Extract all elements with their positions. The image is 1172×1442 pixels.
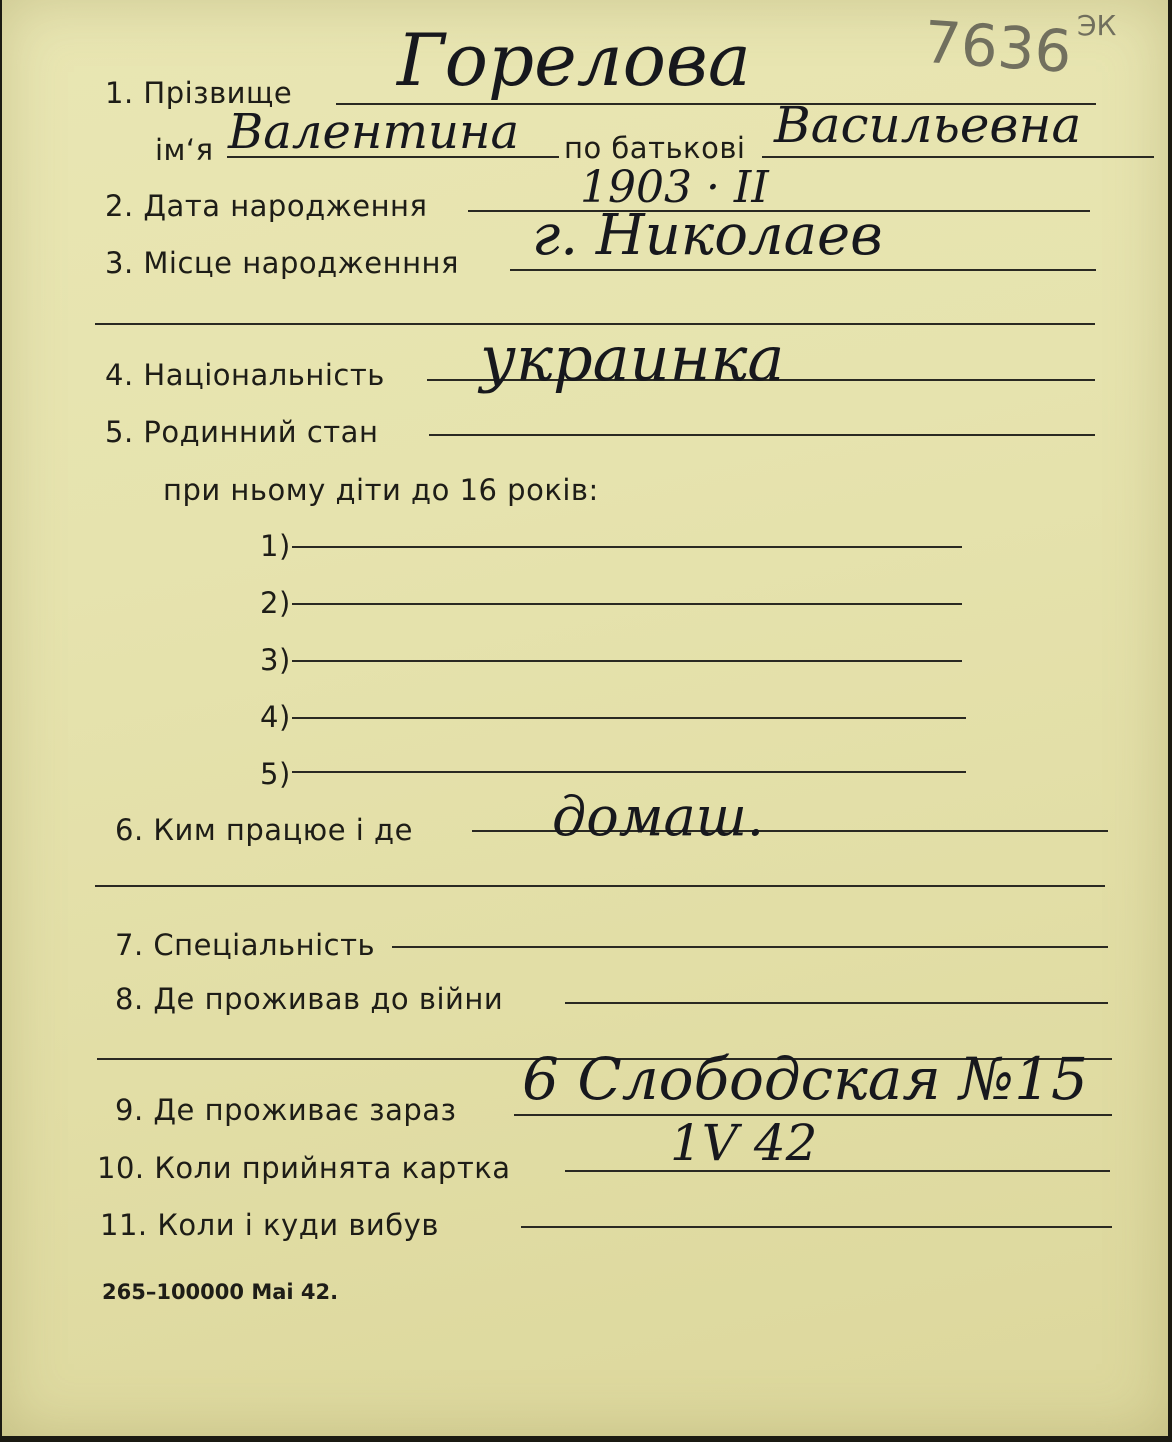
patronymic-value: Васильевна <box>774 96 1082 154</box>
child-number-4: 4) <box>260 700 291 734</box>
family-status-label: 5. Родинний стан <box>105 415 379 449</box>
card-date-value: 1V 42 <box>670 1114 818 1172</box>
child-line-4 <box>292 717 966 719</box>
child-line-5 <box>292 771 966 773</box>
family-status-line <box>429 434 1095 436</box>
surname-value: Горелова <box>397 18 751 102</box>
child-line-1 <box>292 546 962 548</box>
name-value: Валентина <box>228 104 520 160</box>
nationality-value: украинка <box>480 322 785 395</box>
card-date-label: 10. Коли прийнята картка <box>97 1151 511 1185</box>
card-date-line <box>565 1170 1110 1172</box>
current-residence-value: 6 Слободская №15 <box>522 1045 1088 1113</box>
child-number-3: 3) <box>260 643 291 677</box>
child-line-2 <box>292 603 962 605</box>
child-number-2: 2) <box>260 586 291 620</box>
nationality-label: 4. Національність <box>105 358 385 392</box>
child-line-3 <box>292 660 962 662</box>
print-code: 265–100000 Mai 42. <box>102 1280 339 1304</box>
specialty-line <box>392 946 1108 948</box>
work-extra-line <box>95 885 1105 887</box>
birth-date-label: 2. Дата народження <box>105 189 428 223</box>
work-label: 6. Ким працюе і де <box>115 813 413 847</box>
departure-label: 11. Коли і куди вибув <box>100 1208 439 1242</box>
record-suffix: ЭК <box>1077 9 1117 42</box>
current-residence-label: 9. Де проживає зараз <box>115 1093 457 1127</box>
specialty-label: 7. Спеціальність <box>115 928 376 962</box>
patronymic-label: по батькові <box>564 131 746 165</box>
name-label: ім‘я <box>155 133 214 167</box>
prewar-residence-label: 8. Де проживав до війни <box>115 982 504 1016</box>
work-value: домаш. <box>552 785 765 848</box>
birth-place-label: 3. Місце народженння <box>105 246 459 280</box>
birth-place-line <box>510 269 1096 271</box>
record-number: 7636 <box>921 7 1074 87</box>
children-label: при ньому діти до 16 років: <box>163 473 599 507</box>
patronymic-line <box>762 156 1154 158</box>
child-number-5: 5) <box>260 757 291 791</box>
prewar-residence-line <box>565 1002 1108 1004</box>
birth-date-value: 1903 · II <box>580 162 769 213</box>
child-number-1: 1) <box>260 529 291 563</box>
birth-place-value: г. Николаев <box>532 203 883 268</box>
surname-label: 1. Прізвище <box>105 76 293 110</box>
registration-card <box>2 0 1168 1436</box>
departure-line <box>521 1226 1112 1228</box>
